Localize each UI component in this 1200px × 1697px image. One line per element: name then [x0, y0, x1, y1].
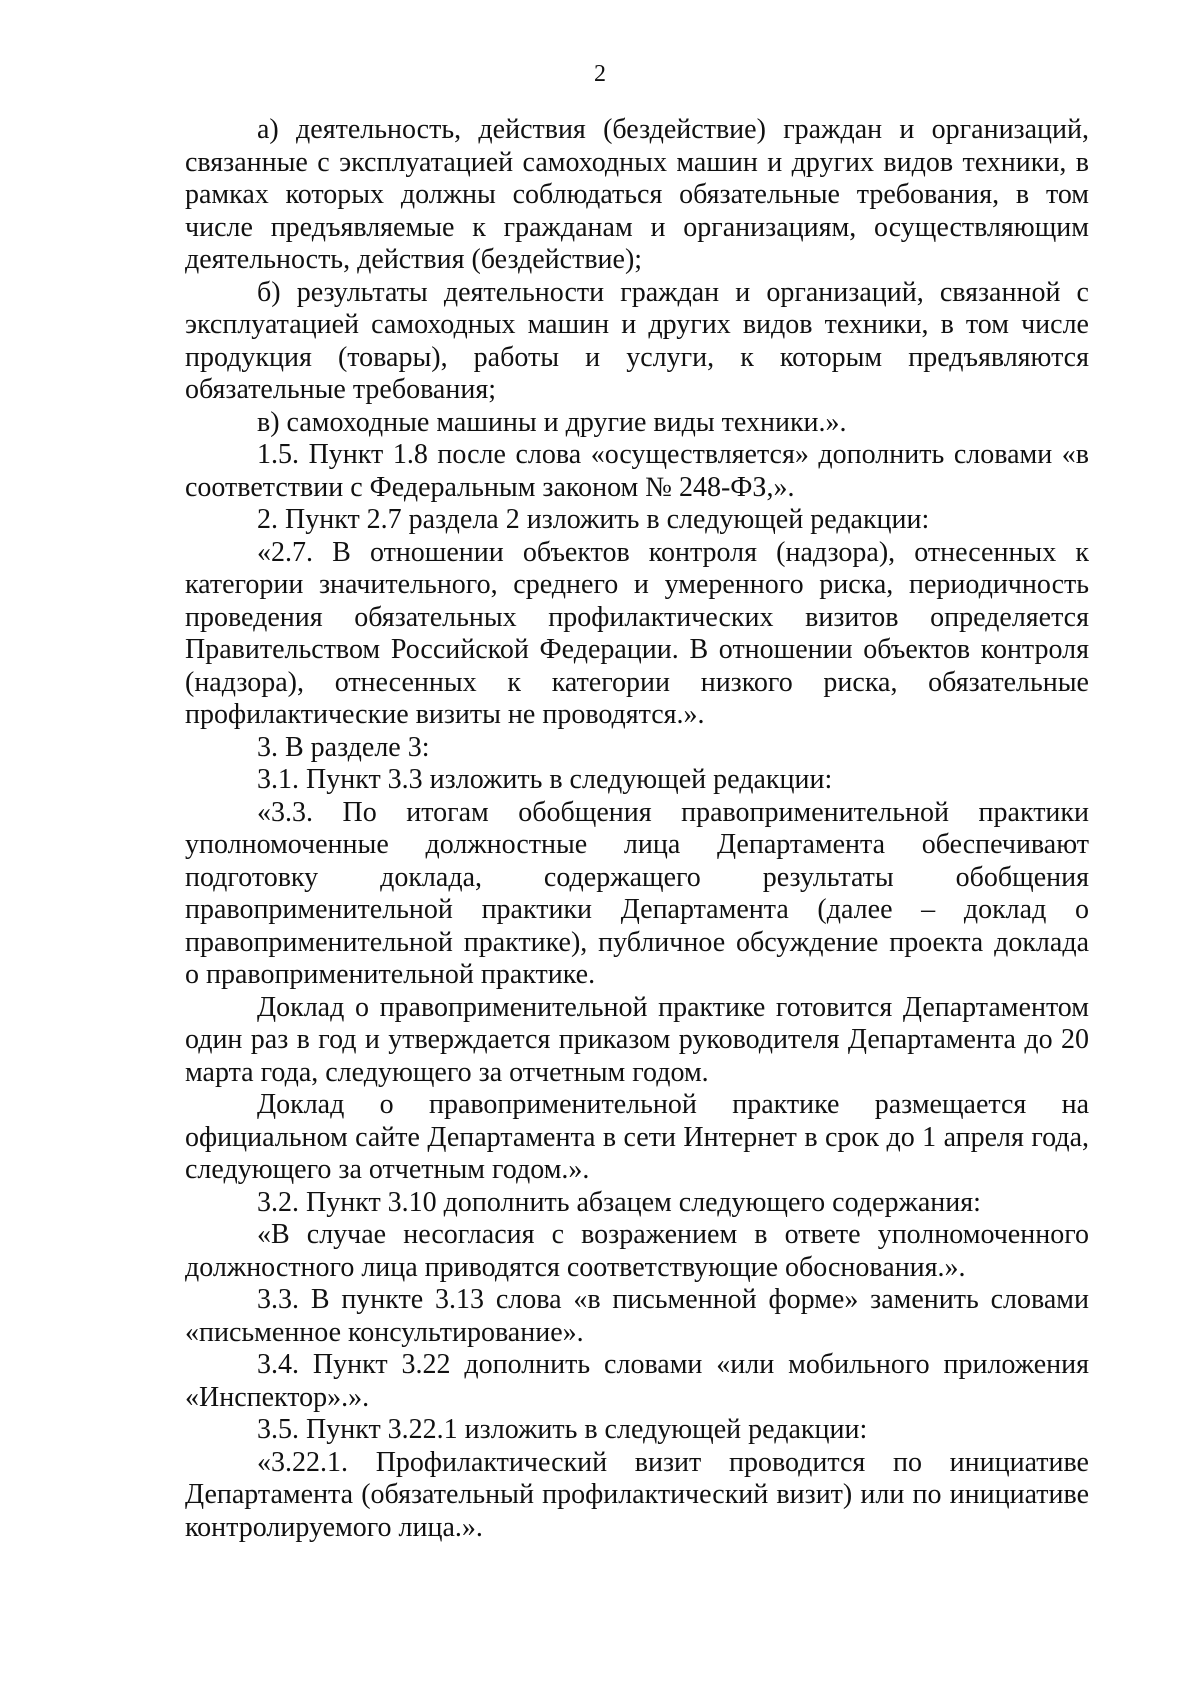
paragraph-v-machines: в) самоходные машины и другие виды техники.».: [257, 406, 847, 438]
page-number: 2: [594, 61, 606, 87]
paragraph-3-1: 3.1. Пункт 3.3 изложить в следующей редакции:: [257, 764, 833, 795]
paragraph-report-published: Доклад о правоприменительной практике размещается на официальном сайте Департамента в сети Интернет в срок до 1 апреля года, следующего за отчетным годом.».: [185, 1089, 1089, 1185]
paragraph-2-7-text: «2.7. В отношении объектов контроля (надзора), отнесенных к категории значительного, среднего и умеренного риска, периодичность проведения обязательных профилактических визитов определяется Правительством Российской Федерации. В отношении объектов контроля (надзора), отнесенных к категории низкого риска, обязательные профилактические визиты не проводятся.».: [185, 536, 1089, 730]
paragraph-b-results: б) результаты деятельности граждан и организаций, связанной с эксплуатацией самоходных машин и других видов техники, в том числе продукция (товары), работы и услуги, к которым предъявляются обязательные требования;: [185, 276, 1089, 405]
paragraph-a-activities: а) деятельность, действия (бездействие) граждан и организаций, связанные с эксплуатацией самоходных машин и других видов техники, в рамках которых должны соблюдаться обязательные требования, в том числе предъявляемые к гражданам и организациям, осуществляющим деятельность, действия (бездействие);: [185, 114, 1089, 275]
paragraph-1-5: 1.5. Пункт 1.8 после слова «осуществляется» дополнить словами «в соответствии с Федеральным законом № 248-ФЗ,».: [185, 439, 1089, 503]
paragraph-2: 2. Пункт 2.7 раздела 2 изложить в следующей редакции:: [257, 504, 930, 535]
paragraph-3-3: 3.3. В пункте 3.13 слова «в письменной форме» заменить словами «письменное консультирование».: [185, 1284, 1089, 1348]
paragraph-3-2-text: «В случае несогласия с возражением в ответе уполномоченного должностного лица приводятся соответствующие обоснования.».: [185, 1219, 1089, 1283]
paragraph-3-22-1-text: «3.22.1. Профилактический визит проводится по инициативе Департамента (обязательный профилактический визит) или по инициативе контролируемого лица.».: [185, 1446, 1089, 1543]
paragraph-report-prepared: Доклад о правоприменительной практике готовится Департаментом один раз в год и утверждается приказом руководителя Департамента до 20 марта года, следующего за отчетным годом.: [185, 991, 1089, 1088]
paragraph-3-5: 3.5. Пункт 3.22.1 изложить в следующей редакции:: [257, 1414, 868, 1445]
document-body: [185, 114, 1089, 1544]
paragraph-3: 3. В разделе 3:: [257, 731, 430, 763]
paragraph-3-4: 3.4. Пункт 3.22 дополнить словами «или мобильного приложения «Инспектор».».: [185, 1349, 1089, 1413]
paragraph-3-3-text: «3.3. По итогам обобщения правоприменительной практики уполномоченные должностные лица Департамента обеспечивают подготовку доклада, содержащего результаты обобщения правоприменительной практики Департамента (далее – доклад о правоприменительной практике), публичное обсуждение проекта доклада о правоприменительной практике.: [185, 796, 1089, 990]
paragraph-3-2: 3.2. Пункт 3.10 дополнить абзацем следующего содержания:: [257, 1186, 981, 1218]
